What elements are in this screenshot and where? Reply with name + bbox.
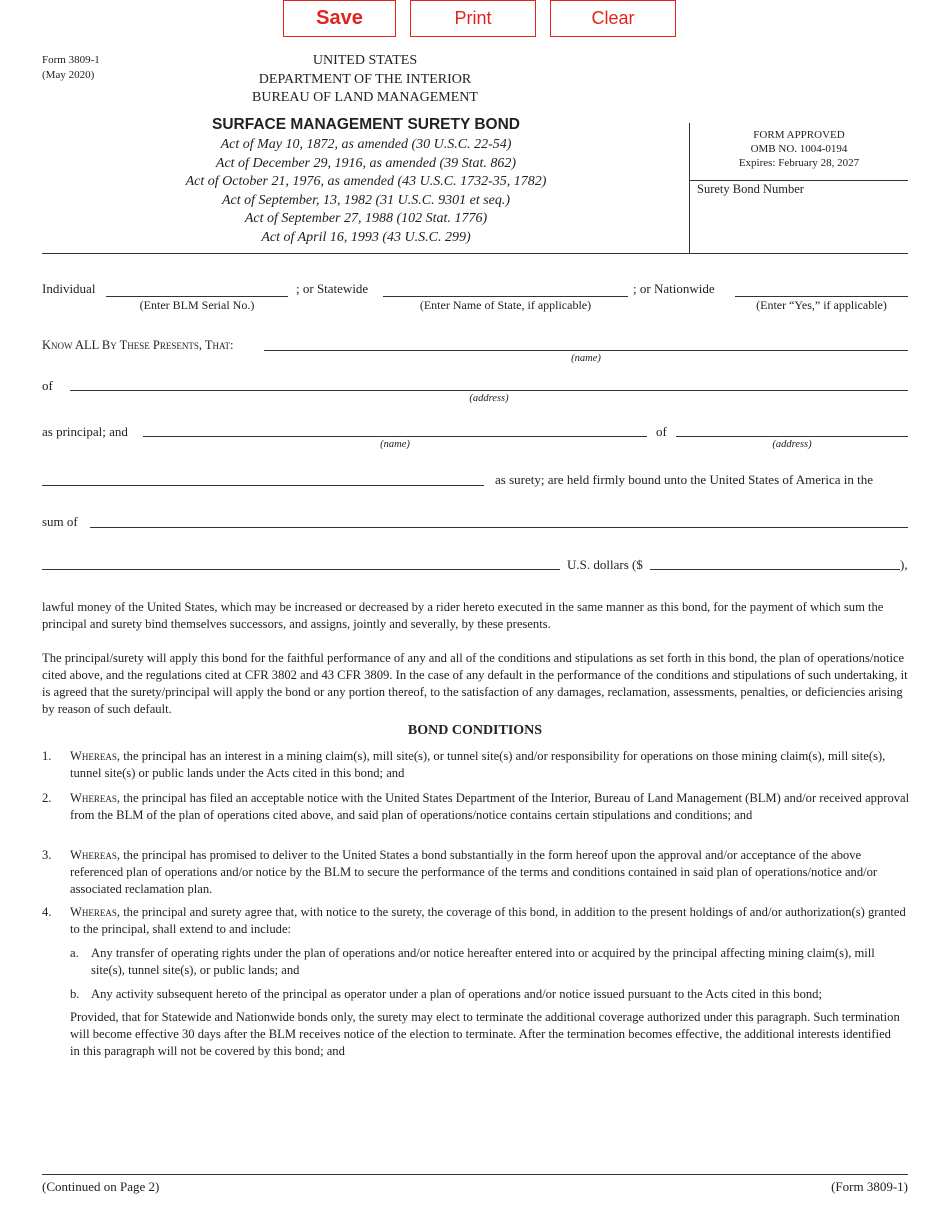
individual-hint: (Enter BLM Serial No.) bbox=[139, 298, 255, 312]
surety-address-field[interactable] bbox=[676, 419, 908, 437]
nationwide-field[interactable] bbox=[735, 279, 908, 297]
page-title: SURFACE MANAGEMENT SURETY BOND bbox=[211, 116, 520, 133]
subitem-label: a. bbox=[70, 946, 79, 960]
condition-body: , the principal and surety agree that, with notice to the surety, the coverage of this bond, in addition to the present holdings of and/or authorization(s) granted to the principal, shall extend to and include: bbox=[70, 905, 906, 936]
subitem-text: Any transfer of operating rights under the plan of operations and/or notice hereafter entered into or acquired by the principal affecting mining claim(s), mill site(s), tunnel site(s), or public lands; and bbox=[91, 946, 875, 977]
of-label: of bbox=[42, 378, 53, 393]
principal-name-field[interactable] bbox=[264, 333, 908, 351]
condition-body: , the principal has filed an acceptable notice with the United States Department of the Interior, Bureau of Land Management (BLM) and/or received approval from the BLM of the plan of operations cited above, and said plan of operations/notice contains certain stipulations and conditions; and bbox=[70, 791, 910, 822]
approval-info bbox=[690, 128, 908, 170]
paragraph-apply-bond: The principal/surety will apply this bond for the faithful performance of any and all of the conditions and stipulations as set forth in this bond, the plan of operations/notice cited above, and the regulations cited at CFR 3802 and 43 CFR 3809. In the case of any default in the performance of the conditions and stipulations of such undertaking, it is agreed that the surety/principal will apply the bond or any portion thereof, to the satisfaction of any damages, reclamation, assessments, penalties, or deficiencies arising by reason of such default. bbox=[42, 651, 908, 716]
sum-words-continuation-field[interactable] bbox=[42, 552, 560, 570]
condition-lead: Whereas bbox=[70, 749, 117, 763]
form-date: (May 2020) bbox=[42, 69, 95, 81]
footer-form-number: (Form 3809-1) bbox=[831, 1179, 908, 1194]
statewide-field[interactable] bbox=[383, 279, 628, 297]
agency-line-1: UNITED STATES bbox=[312, 53, 418, 68]
individual-label: Individual bbox=[42, 281, 96, 296]
act-line: Act of September, 13, 1982 (31 U.S.C. 9301 et seq.) bbox=[221, 192, 511, 208]
as-surety-text: as surety; are held firmly bound unto the United States of America in the bbox=[495, 472, 873, 487]
condition-body: , the principal has promised to deliver to the United States a bond substantially in the form hereof upon the approval and/or acceptance of the above referenced plan of operations and/or notice by the BLM to secure the performance of the terms and conditions contained in said plan of operations/notice and/or associated reclamation plan. bbox=[70, 848, 878, 896]
condition-text bbox=[70, 847, 910, 898]
agency-header bbox=[210, 52, 520, 108]
condition-number: 3. bbox=[42, 848, 52, 862]
agency-line-3: BUREAU OF LAND MANAGEMENT bbox=[252, 90, 478, 105]
nationwide-hint: (Enter “Yes,” if applicable) bbox=[756, 298, 887, 312]
subitem-label: b. bbox=[70, 987, 80, 1001]
clear-button[interactable]: Clear bbox=[550, 0, 676, 37]
surety-address-hint: (address) bbox=[772, 439, 812, 450]
condition-lead: Whereas bbox=[70, 791, 117, 805]
footer-rule bbox=[42, 1174, 908, 1175]
agency-line-2: DEPARTMENT OF THE INTERIOR bbox=[258, 71, 472, 87]
act-line: Act of April 16, 1993 (43 U.S.C. 299) bbox=[261, 229, 471, 245]
sum-words-field[interactable] bbox=[90, 510, 908, 528]
surety-bond-number-label: Surety Bond Number bbox=[697, 182, 804, 196]
paragraph-lawful-money: lawful money of the United States, which may be increased or decreased by a rider hereto executed in the same manner as this bond, for the payment of which sum the principal and surety bind themselves successors, and assigns, jointly and severally, by these presents. bbox=[42, 600, 884, 631]
condition-body: , the principal has an interest in a mining claim(s), mill site(s), or tunnel site(s) and/or responsibility for operations on those mining claim(s), mill site(s), tunnel site(s) or public lands under the Acts cited in this bond; and bbox=[70, 749, 886, 780]
approval-line-1: FORM APPROVED bbox=[753, 129, 845, 141]
act-line: Act of May 10, 1872, as amended (30 U.S.C. 22-54) bbox=[220, 137, 512, 152]
surety-name-hint: (name) bbox=[380, 439, 410, 450]
act-line: Act of October 21, 1976, as amended (43 U.S.C. 1732-35, 1782) bbox=[185, 174, 547, 190]
bond-conditions-heading: BOND CONDITIONS bbox=[407, 723, 543, 738]
surety-bond-number-field[interactable] bbox=[692, 200, 906, 250]
save-button[interactable]: Save bbox=[283, 0, 396, 37]
condition-text bbox=[70, 790, 910, 824]
know-all-label: Know ALL By These Presents, That: bbox=[42, 338, 234, 352]
statewide-label: ; or Statewide bbox=[296, 281, 369, 296]
nationwide-label: ; or Nationwide bbox=[633, 281, 715, 296]
form-number: Form 3809-1 bbox=[42, 54, 100, 66]
condition-lead: Whereas bbox=[70, 848, 117, 862]
act-line: Act of December 29, 1916, as amended (39 Stat. 862) bbox=[215, 155, 517, 171]
footer-continued: (Continued on Page 2) bbox=[42, 1179, 160, 1194]
condition-lead: Whereas bbox=[70, 905, 117, 919]
condition-number: 1. bbox=[42, 749, 52, 763]
form-info bbox=[42, 53, 100, 83]
dollars-close: ), bbox=[900, 557, 908, 572]
sum-of-label: sum of bbox=[42, 514, 78, 529]
principal-name-hint: (name) bbox=[571, 353, 601, 364]
print-button[interactable]: Print bbox=[410, 0, 536, 37]
approval-line-2: OMB NO. 1004-0194 bbox=[750, 143, 848, 155]
surety-continuation-field[interactable] bbox=[42, 468, 484, 486]
header-rule bbox=[42, 253, 908, 254]
condition-number: 4. bbox=[42, 905, 52, 919]
principal-address-field[interactable] bbox=[70, 373, 908, 391]
act-line: Act of September 27, 1988 (102 Stat. 1776) bbox=[244, 211, 488, 227]
condition-text bbox=[70, 904, 910, 938]
as-principal-label: as principal; and bbox=[42, 424, 128, 439]
condition-number: 2. bbox=[42, 791, 52, 805]
of-label-2: of bbox=[656, 424, 667, 439]
principal-address-hint: (address) bbox=[469, 393, 509, 404]
proviso-paragraph: Provided, that for Statewide and Nationwide bonds only, the surety may elect to terminate the additional coverage authorized under this paragraph. Such termination will become effective 30 days after the BLM receives notice of the election to terminate. After the termination becomes effective, the additional interests identified in this paragraph will not be covered by this bond; and bbox=[70, 1010, 900, 1058]
condition-text bbox=[70, 748, 910, 782]
statewide-hint: (Enter Name of State, if applicable) bbox=[419, 298, 592, 312]
acts-list bbox=[130, 136, 602, 248]
approval-separator bbox=[690, 180, 908, 181]
subitem-text: Any activity subsequent hereto of the principal as operator under a plan of operations and/or notice issued pursuant to the Acts cited in this bond; bbox=[91, 987, 822, 1001]
surety-name-field[interactable] bbox=[143, 419, 647, 437]
dollars-amount-field[interactable] bbox=[650, 552, 900, 570]
approval-line-3: Expires: February 28, 2027 bbox=[738, 157, 860, 169]
dollars-label: U.S. dollars ($ bbox=[567, 557, 643, 572]
individual-field[interactable] bbox=[106, 279, 288, 297]
